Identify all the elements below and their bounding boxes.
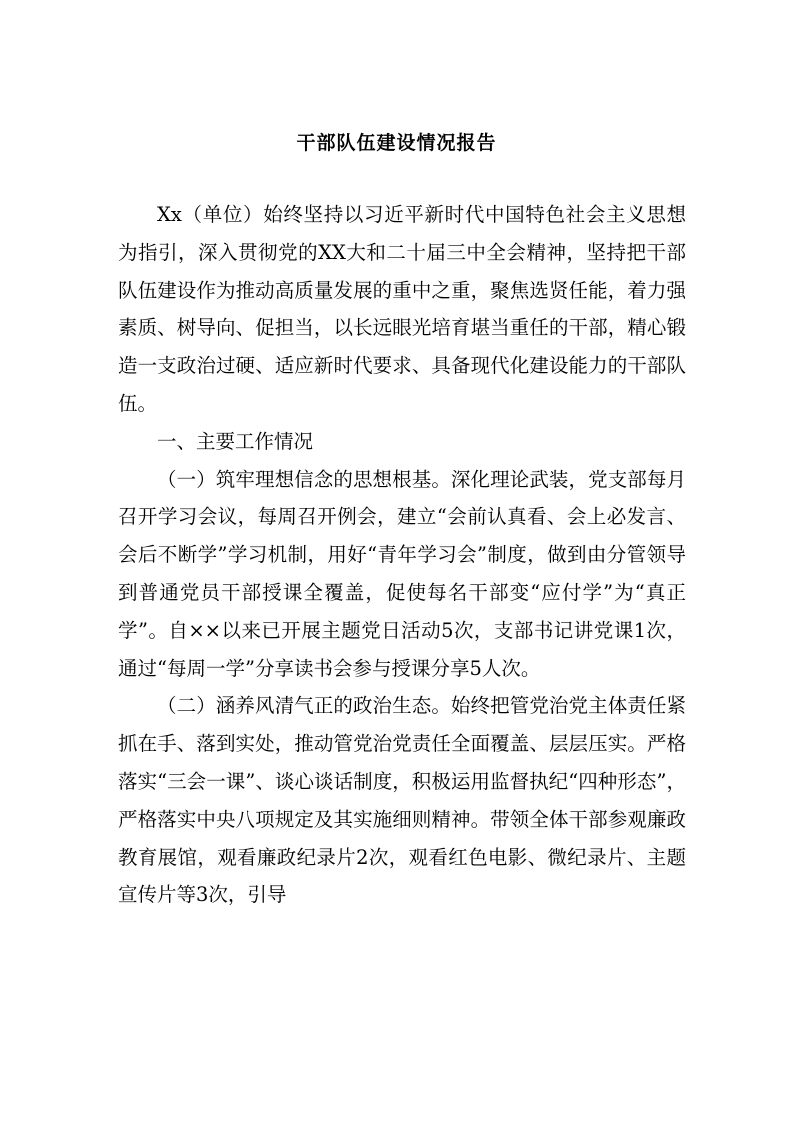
intro-paragraph: Xx（单位）始终坚持以习近平新时代中国特色社会主义思想为指引，深入贯彻党的XX大和二十届三中全会精神，坚持把干部队伍建设作为推动高质量发展的重中之重，聚焦选贤任能，着力强素质、树导向、促担当，以长远眼光培育堪当重任的干部，精心锻造一支政治过硬、适应新时代要求、具备现代化建设能力的干部队伍。 (118, 203, 686, 415)
subsection-paragraph-1: （一）筑牢理想信念的思想根基。深化理论武装，党支部每月召开学习会议，每周召开例会，建立“会前认真看、会上必发言、会后不断学”学习机制，用好“青年学习会”制度，做到由分管领导到普通党员干部授课全覆盖，促使每名干部变“应付学”为“真正学”。自××以来已开展主题党日活动5次，支部书记讲党课1次，通过“每周一学”分享读书会参与授课分享5人次。 (118, 467, 686, 680)
subsection-paragraph-2: （二）涵养风清气正的政治生态。始终把管党治党主体责任紧抓在手、落到实处，推动管党治党责任全面覆盖、层层压实。严格落实“三会一课”、谈心谈话制度，积极运用监督执纪“四种形态”，严格落实中央八项规定及其实施细则精神。带领全体干部参观廉政教育展馆，观看廉政纪录片2次，观看红色电影、微纪录片、主题宣传片等3次，引导 (118, 694, 686, 907)
section-heading: 一、主要工作情况 (157, 429, 314, 453)
document-title: 干部队伍建设情况报告 (296, 132, 497, 154)
document-body (118, 196, 686, 914)
